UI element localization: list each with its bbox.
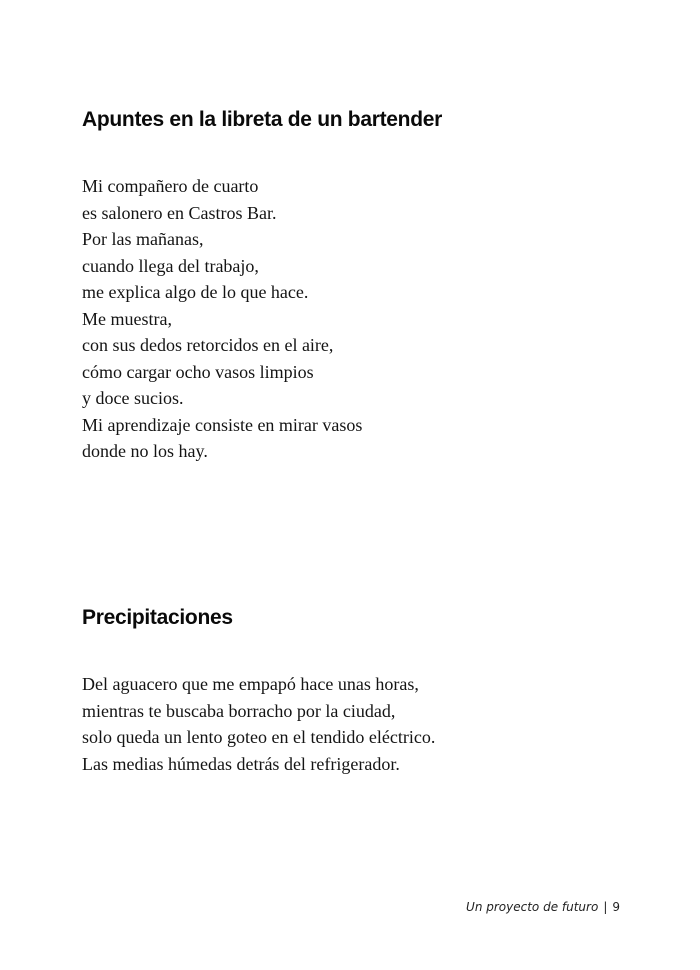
verse-line: me explica algo de lo que hace.: [82, 282, 309, 302]
poem-body: [82, 173, 362, 465]
verse-line: Del aguacero que me empapó hace unas horas,: [82, 674, 419, 694]
verse-line: donde no los hay.: [82, 441, 208, 461]
verse-line: Mi compañero de cuarto: [82, 176, 259, 196]
verse-line: es salonero en Castros Bar.: [82, 202, 277, 223]
verse-line: Mi aprendizaje consiste en mirar vasos: [82, 414, 363, 435]
poem-title: Apuntes en la libreta de un bartender: [82, 108, 442, 131]
page-footer: [466, 900, 620, 914]
verse-line: y doce sucios.: [82, 388, 184, 408]
footer-separator: |: [603, 900, 608, 914]
poem-title: Precipitaciones: [82, 606, 233, 629]
verse-line: mientras te buscaba borracho por la ciudad,: [82, 700, 396, 721]
verse-line: Por las mañanas,: [82, 229, 204, 249]
verse-line: con sus dedos retorcidos en el aire,: [82, 335, 334, 355]
verse-line: Las medias húmedas detrás del refrigerador.: [82, 753, 400, 774]
footer-book-title: Un proyecto de futuro: [466, 900, 599, 914]
verse-line: Me muestra,: [82, 308, 172, 329]
page-number: 9: [612, 900, 620, 914]
verse-line: cuando llega del trabajo,: [82, 255, 259, 276]
verse-line: cómo cargar ocho vasos limpios: [82, 361, 314, 382]
poem-body: [82, 671, 435, 777]
verse-line: solo queda un lento goteo en el tendido eléctrico.: [82, 727, 436, 747]
